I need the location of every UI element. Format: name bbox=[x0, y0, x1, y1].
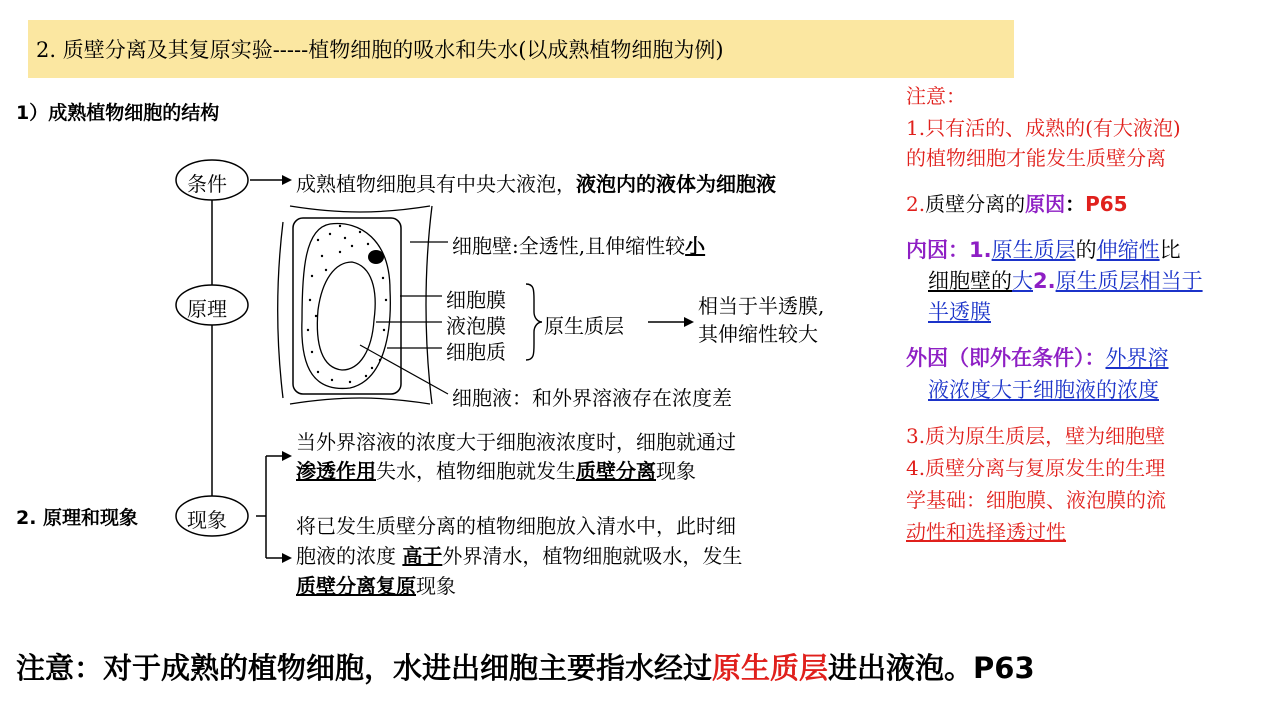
p1-mid: 失水，植物细胞就发生 bbox=[376, 459, 576, 483]
cell-sap-label: 细胞液：和外界溶液存在浓度差 bbox=[452, 386, 732, 410]
p1-plasmolysis: 质壁分离 bbox=[576, 459, 656, 483]
external-a: 外界溶 bbox=[1105, 346, 1169, 370]
cell-wall-top bbox=[290, 206, 430, 212]
note2-page: P65 bbox=[1085, 192, 1128, 216]
phenomenon-label: 现象 bbox=[187, 508, 227, 532]
p2-higher: 高于 bbox=[402, 544, 443, 568]
note2-reason: 原因 bbox=[1025, 192, 1066, 216]
note2-num: 2. bbox=[906, 192, 926, 216]
cell-wall-answer: 小 bbox=[685, 234, 706, 258]
phenomenon-p2-line2 bbox=[296, 540, 742, 569]
cell-wall-right bbox=[426, 206, 432, 404]
internal-cellwall: 细胞壁的 bbox=[928, 269, 1012, 293]
cell-wall-bottom bbox=[290, 398, 430, 404]
condition-label: 条件 bbox=[187, 172, 227, 196]
internal-cause-line2 bbox=[928, 265, 1203, 295]
cell-wall-left bbox=[278, 222, 283, 398]
condition-arrowhead bbox=[282, 175, 292, 185]
external-cause-line2 bbox=[928, 374, 1159, 404]
p1-end: 现象 bbox=[656, 459, 696, 483]
note3: 3.质为原生质层，壁为细胞壁 bbox=[906, 424, 1166, 448]
bottom-pre: 注意：对于成熟的植物细胞，水进出细胞主要指水经过 bbox=[16, 651, 713, 685]
internal-than: 比 bbox=[1159, 238, 1181, 262]
note4-line3: 动性和选择透过性 bbox=[906, 520, 1066, 544]
external-cause-line1 bbox=[906, 342, 1169, 372]
p2-post: 外界清水，植物细胞就吸水，发生 bbox=[442, 544, 743, 568]
section-heading-structure: 1）成熟植物细胞的结构 bbox=[16, 102, 220, 124]
section-heading-principle: 2. 原理和现象 bbox=[16, 507, 139, 529]
external-b: 液浓度大于细胞液的浓度 bbox=[928, 378, 1159, 402]
internal-cause-line1 bbox=[906, 234, 1181, 264]
protoplast-arrowhead bbox=[684, 317, 694, 327]
protoplast-brace bbox=[526, 284, 542, 360]
phenomenon-p2-line3 bbox=[296, 570, 456, 599]
internal-large: 大 bbox=[1012, 269, 1033, 293]
internal-num2: 2. bbox=[1033, 269, 1056, 293]
cell-wall-text: 细胞壁:全透性,且伸缩性较 bbox=[452, 234, 686, 258]
condition-text bbox=[296, 168, 776, 197]
membrane-label: 细胞膜 bbox=[446, 288, 506, 312]
p2-pre: 胞液的浓度 bbox=[296, 544, 403, 568]
note2-mid: 质壁分离的 bbox=[925, 192, 1026, 216]
p1-osmosis: 渗透作用 bbox=[296, 459, 376, 483]
internal-protoplast: 原生质层 bbox=[991, 238, 1076, 262]
phenomenon-p2-line1: 将已发生质壁分离的植物细胞放入清水中，此时细 bbox=[296, 514, 736, 538]
note1-line1: 1.只有活的、成熟的(有大液泡) bbox=[906, 116, 1181, 140]
phenomenon-arrowhead-2 bbox=[282, 553, 292, 563]
protoplast-label: 原生质层 bbox=[544, 314, 624, 338]
protoplast-desc-1: 相当于半透膜, bbox=[698, 294, 825, 318]
internal-num1: 1. bbox=[969, 238, 992, 262]
cytoplasm-label: 细胞质 bbox=[446, 340, 506, 364]
internal-semipermeable: 半透膜 bbox=[928, 300, 991, 324]
note2-colon: ： bbox=[1065, 192, 1086, 216]
note1-line2: 的植物细胞才能发生质壁分离 bbox=[906, 146, 1166, 170]
page-title: 2. 质壁分离及其复原实验-----植物细胞的吸水和失水(以成熟植物细胞为例) bbox=[36, 38, 724, 62]
condition-plain: 成熟植物细胞具有中央大液泡， bbox=[296, 172, 576, 196]
note4-line1: 4.质壁分离与复原发生的生理 bbox=[906, 456, 1166, 480]
bottom-note bbox=[16, 646, 1035, 687]
condition-bold: 液泡内的液体为细胞液 bbox=[576, 172, 776, 196]
internal-of: 的 bbox=[1075, 238, 1097, 262]
vacuole-membrane-label: 液泡膜 bbox=[446, 314, 506, 338]
phenomenon-p1-line1: 当外界溶液的浓度大于细胞液浓度时，细胞就通过 bbox=[296, 430, 736, 454]
phenomenon-arrowhead-1 bbox=[282, 451, 292, 461]
internal-elasticity: 伸缩性 bbox=[1096, 238, 1160, 262]
principle-label: 原理 bbox=[187, 297, 227, 321]
p2-deplasmolysis: 质壁分离复原 bbox=[296, 574, 416, 598]
notes-title: 注意： bbox=[906, 84, 966, 108]
note2 bbox=[906, 188, 1128, 217]
p2-end: 现象 bbox=[416, 574, 456, 598]
internal-equivalent: 原生质层相当于 bbox=[1055, 269, 1203, 293]
protoplast-desc-2: 其伸缩性较大 bbox=[698, 322, 818, 346]
internal-label: 内因： bbox=[906, 238, 969, 262]
bottom-post: 进出液泡。P63 bbox=[828, 651, 1035, 685]
internal-cause-line3 bbox=[928, 296, 991, 326]
bottom-red: 原生质层 bbox=[712, 651, 829, 685]
external-label: 外因（即外在条件）： bbox=[906, 346, 1106, 370]
nucleus bbox=[368, 250, 384, 264]
cell-wall-label bbox=[452, 230, 705, 259]
note4-line2: 学基础：细胞膜、液泡膜的流 bbox=[906, 488, 1166, 512]
phenomenon-p1-line2 bbox=[296, 455, 696, 484]
